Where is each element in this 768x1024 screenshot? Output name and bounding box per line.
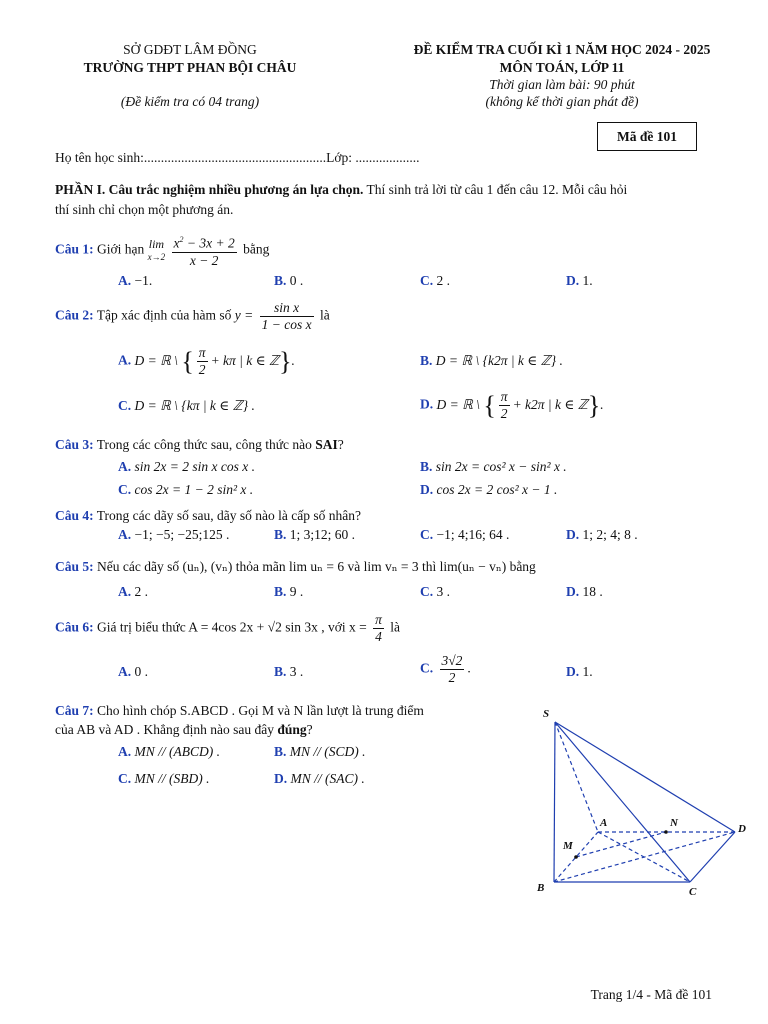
point-n xyxy=(664,830,668,834)
q3-option-a[interactable]: A. sin 2x = 2 sin x cos x . xyxy=(118,459,255,474)
question-label: Câu 7: xyxy=(55,703,94,718)
label-d: D xyxy=(738,823,746,835)
question-6 xyxy=(55,612,400,645)
part1-title: PHẦN I. Câu trắc nghiệm nhiều phương án lựa chọn. xyxy=(55,182,364,197)
q3-option-c[interactable]: C. cos 2x = 1 − 2 sin² x . xyxy=(118,482,254,497)
emphasis-word: SAI xyxy=(315,437,338,452)
fraction: $\frac{x^2 - 3x + 2}{x - 2}$ xyxy=(172,232,237,269)
edge-sa xyxy=(555,722,598,832)
question-7-line2: của AB và AD . Khẳng định nào sau đây đúng? xyxy=(55,722,313,737)
exam-title: ĐỀ KIỂM TRA CUỐI KÌ 1 NĂM HỌC 2024 - 2025 xyxy=(413,42,711,57)
part1-instruction: Thí sinh trả lời từ câu 1 đến câu 12. Mỗi câu hỏi xyxy=(363,182,628,197)
q5-option-c[interactable]: C. 3 . xyxy=(420,584,450,599)
question-3: Câu 3: Trong các công thức sau, công thức nào SAI? xyxy=(55,437,344,452)
exam-code-box: Mã đề 101 xyxy=(597,122,697,151)
q6-option-b[interactable]: B. 3 . xyxy=(274,664,304,679)
question-label: Câu 2: xyxy=(55,307,94,323)
q2-option-a[interactable]: A. D = ℝ \ { $\frac{\pi}{2}$ + kπ | k ∈ ℤ}. xyxy=(118,345,295,377)
q7-option-d[interactable]: D. MN // (SAC) . xyxy=(274,771,365,786)
question-text: Giới hạn xyxy=(97,241,145,257)
segment-mn xyxy=(576,832,666,857)
pyramid-figure xyxy=(530,700,760,900)
question-text: Trong các dãy số sau, dãy số nào là cấp số nhân? xyxy=(96,508,361,523)
q1-option-c[interactable]: C. 2 . xyxy=(420,273,450,288)
q4-option-a[interactable]: A. −1; −5; −25;125 . xyxy=(118,527,230,542)
question-7 xyxy=(55,703,424,719)
q3-option-d[interactable]: D. cos 2x = 2 cos² x − 1 . xyxy=(420,482,558,497)
question-label: Câu 3: xyxy=(55,437,94,452)
question-text-end: là xyxy=(390,619,400,635)
student-info-line: Họ tên học sinh:......................................................Lớp: ................... xyxy=(55,150,420,165)
label-s: S xyxy=(543,708,550,720)
q4-option-d[interactable]: D. 1; 2; 4; 8 . xyxy=(566,527,638,542)
question-text: Giá trị biểu thức A = 4cos 2x + √2 sin 3x , với x = xyxy=(97,619,367,635)
question-2: Câu 2: Tập xác định của hàm số y = $\frac{\text{sin x}}{\text{1 − cos x}}$ là xyxy=(55,300,330,332)
q6-option-a[interactable]: A. 0 . xyxy=(118,664,148,679)
exam-time-note: (không kể thời gian phát đề) xyxy=(485,94,639,109)
fraction: $\frac{\text{sin x}}{\text{1 − cos x}}$ xyxy=(261,300,312,332)
part1-heading xyxy=(55,182,627,198)
question-text: Trong các công thức sau, công thức nào xyxy=(96,437,316,452)
page-count-note: (Đề kiểm tra có 04 trang) xyxy=(120,94,260,109)
edge-ac xyxy=(598,832,690,882)
q2-option-b[interactable]: B. D = ℝ \ {k2π | k ∈ ℤ} . xyxy=(420,353,563,368)
subject-title: MÔN TOÁN, LỚP 11 xyxy=(499,60,625,75)
question-label: Câu 6: xyxy=(55,619,94,635)
q2-option-c[interactable]: C. D = ℝ \ {kπ | k ∈ ℤ} . xyxy=(118,398,255,413)
label-n: N xyxy=(670,817,678,829)
q6-option-c[interactable]: C. $\frac{3√2}{2}$ . xyxy=(420,653,471,685)
page-footer: Trang 1/4 - Mã đề 101 xyxy=(590,987,712,1002)
label-b: B xyxy=(537,882,545,894)
question-text: Cho hình chóp S.ABCD . Gọi M và N lần lượt là trung điểm xyxy=(97,703,424,718)
edge-cd xyxy=(690,832,735,882)
question-1 xyxy=(55,232,269,269)
question-label: Câu 4: xyxy=(55,508,94,523)
label-m: M xyxy=(563,840,573,852)
question-label: Câu 1: xyxy=(55,241,94,257)
q5-option-b[interactable]: B. 9 . xyxy=(274,584,304,599)
edge-sd xyxy=(555,722,735,832)
q1-option-a[interactable]: A. −1. xyxy=(118,273,153,288)
q1-option-d[interactable]: D. 1. xyxy=(566,273,593,288)
q4-option-b[interactable]: B. 1; 3;12; 60 . xyxy=(274,527,356,542)
part1-instruction-2: thí sinh chỉ chọn một phương án. xyxy=(55,202,234,217)
exam-time: Thời gian làm bài: 90 phút xyxy=(489,77,635,92)
question-4 xyxy=(55,508,361,524)
label-c: C xyxy=(689,886,697,898)
q5-option-a[interactable]: A. 2 . xyxy=(118,584,148,599)
q6-option-d[interactable]: D. 1. xyxy=(566,664,593,679)
q1-option-b[interactable]: B. 0 . xyxy=(274,273,304,288)
fraction: $\frac{\pi}{4}$ xyxy=(375,612,382,644)
school-name: TRƯỜNG THPT PHAN BỘI CHÂU xyxy=(83,60,297,75)
label-a: A xyxy=(600,817,608,829)
question-text: Nếu các dãy số (uₙ), (vₙ) thỏa mãn lim uₙ = 6 và lim vₙ = 3 thì lim(uₙ − vₙ) bằng xyxy=(97,559,536,574)
point-m xyxy=(574,855,578,859)
edge-sb xyxy=(554,722,555,882)
question-text: Tập xác định của hàm số xyxy=(96,307,232,323)
emphasis-word: đúng xyxy=(277,722,307,737)
q3-option-b[interactable]: B. sin 2x = cos² x − sin² x . xyxy=(420,459,567,474)
limit-expression: lim x→2 xyxy=(147,236,166,262)
question-text-end: là xyxy=(319,307,330,323)
question-5 xyxy=(55,559,536,575)
q2-option-d[interactable]: D. D = ℝ \ { $\frac{\pi}{2}$ + k2π | k ∈ ℤ}. xyxy=(420,389,604,421)
q7-option-b[interactable]: B. MN // (SCD) . xyxy=(274,744,366,759)
q7-option-a[interactable]: A. MN // (ABCD) . xyxy=(118,744,220,759)
department-name: SỞ GDĐT LÂM ĐỒNG xyxy=(123,42,257,57)
q5-option-d[interactable]: D. 18 . xyxy=(566,584,603,599)
q7-option-c[interactable]: C. MN // (SBD) . xyxy=(118,771,210,786)
q4-option-c[interactable]: C. −1; 4;16; 64 . xyxy=(420,527,510,542)
question-text-end: bằng xyxy=(243,241,270,257)
question-label: Câu 5: xyxy=(55,559,94,574)
